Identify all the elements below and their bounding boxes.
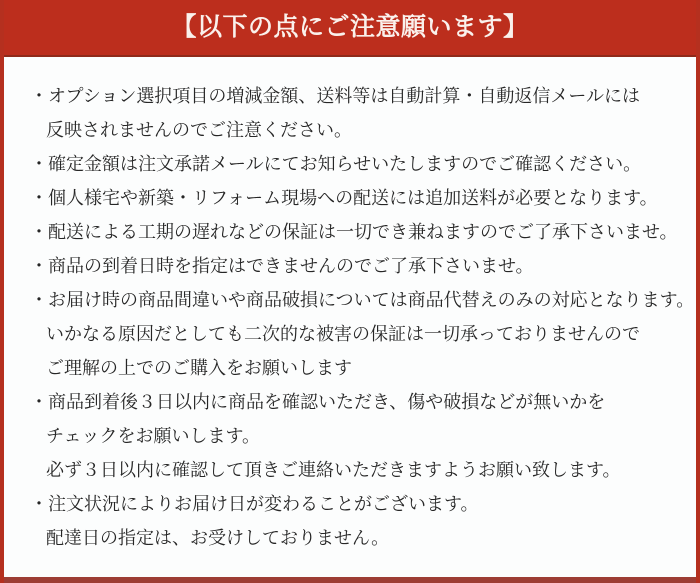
notice-line: ・注文状況によりお届け日が変わることがございます。: [30, 494, 479, 514]
notice-line: ・商品到着後３日以内に商品を確認いただき、傷や破損などが無いかを: [30, 392, 606, 412]
notice-line: ・確定金額は注文承諾メールにてお知らせいたしますのでご確認ください。: [30, 154, 642, 174]
footer-bar: [0, 577, 700, 583]
notice-line: 必ず３日以内に確認して頂きご連絡いただきますようお願い致します。: [46, 460, 621, 480]
notice-line: 反映されませんのでご注意ください。: [46, 120, 352, 140]
notice-line: いかなる原因だとしても二次的な被害の保証は一切承っておりませんので: [46, 324, 640, 344]
notice-banner: [0, 0, 700, 57]
notice-line: ご理解の上でのご購入をお願いします: [46, 358, 352, 378]
notice-line: 配達日の指定は、お受けしておりません。: [46, 528, 390, 548]
notice-line: ・個人様宅や新築・リフォーム現場への配送には追加送料が必要となります。: [30, 188, 658, 208]
notice-line: ・配送による工期の遅れなどの保証は一切でき兼ねますのでご了承下さいませ。: [30, 222, 678, 242]
notice-title: 【以下の点にご注意願います】: [171, 13, 529, 41]
notice-line: ・商品の到着日時を指定はできませんのでご了承下さいませ。: [30, 256, 534, 276]
notice-line: チェックをお願いします。: [46, 426, 261, 446]
notice-line: ・お届け時の商品間違いや商品破損については商品代替えのみの対応となります。: [30, 290, 695, 310]
notice-line: ・オプション選択項目の増減金額、送料等は自動計算・自動返信メールには: [30, 86, 641, 106]
notice-body: [4, 57, 696, 555]
